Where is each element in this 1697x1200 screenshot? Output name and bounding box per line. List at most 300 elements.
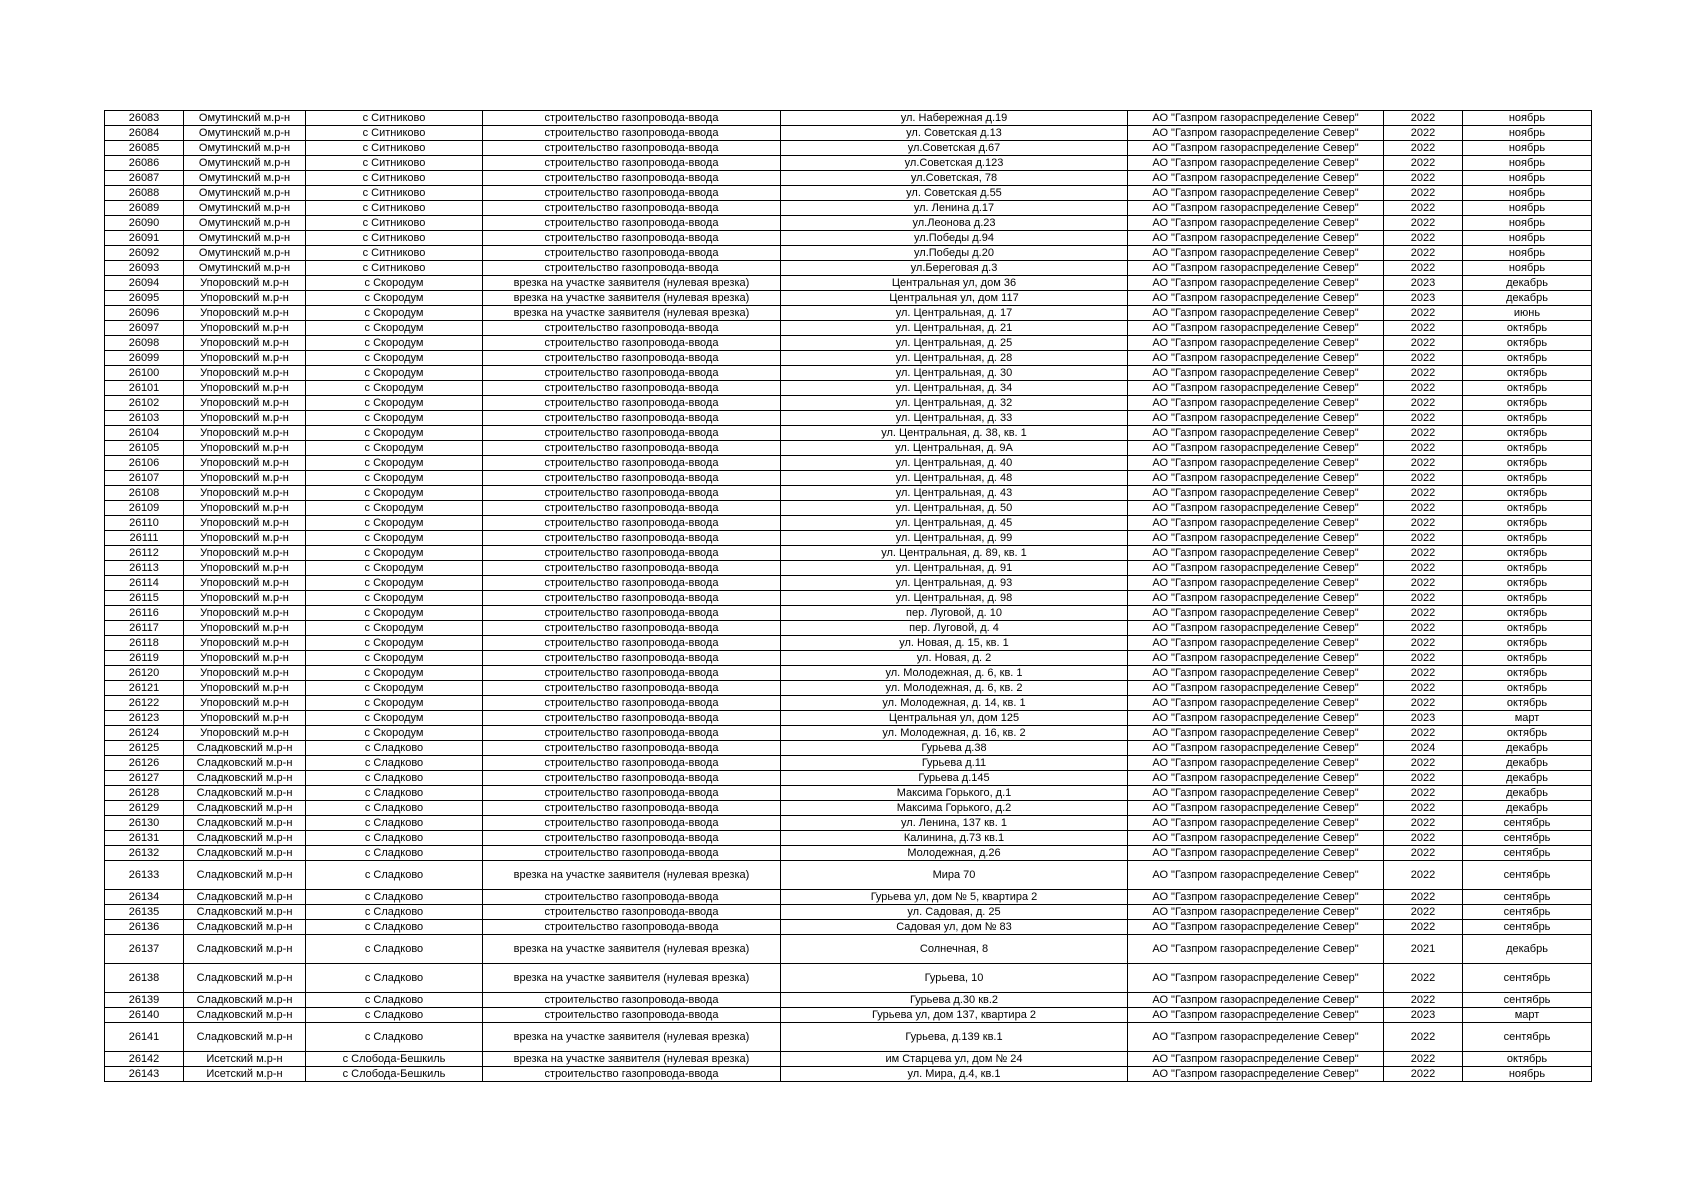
address-cell: ул. Новая, д. 15, кв. 1	[781, 636, 1128, 651]
organization-cell: АО "Газпром газораспределение Север"	[1128, 141, 1384, 156]
year-cell: 2022	[1384, 771, 1463, 786]
settlement-cell: с Скородум	[306, 696, 483, 711]
district-cell: Сладковский м.р-н	[184, 846, 306, 861]
district-cell: Упоровский м.р-н	[184, 606, 306, 621]
row-number-cell: 26128	[105, 786, 184, 801]
year-cell: 2022	[1384, 756, 1463, 771]
address-cell: ул. Набережная д.19	[781, 111, 1128, 126]
month-cell: ноябрь	[1463, 261, 1592, 276]
district-cell: Упоровский м.р-н	[184, 486, 306, 501]
district-cell: Омутинский м.р-н	[184, 201, 306, 216]
address-cell: ул.Победы д.94	[781, 231, 1128, 246]
district-cell: Упоровский м.р-н	[184, 636, 306, 651]
row-number-cell: 26113	[105, 561, 184, 576]
settlement-cell: с Ситниково	[306, 156, 483, 171]
table-row	[105, 276, 1592, 291]
table-row	[105, 1052, 1592, 1067]
district-cell: Упоровский м.р-н	[184, 396, 306, 411]
address-cell: Гурьева, д.139 кв.1	[781, 1023, 1128, 1052]
table-row	[105, 1067, 1592, 1082]
work-type-cell: строительство газопровода-ввода	[483, 156, 781, 171]
settlement-cell: с Скородум	[306, 426, 483, 441]
address-cell: ул. Центральная, д. 9А	[781, 441, 1128, 456]
month-cell: октябрь	[1463, 396, 1592, 411]
district-cell: Упоровский м.р-н	[184, 516, 306, 531]
table-row	[105, 801, 1592, 816]
month-cell: декабрь	[1463, 935, 1592, 964]
month-cell: октябрь	[1463, 531, 1592, 546]
table-row	[105, 501, 1592, 516]
organization-cell: АО "Газпром газораспределение Север"	[1128, 890, 1384, 905]
table-row	[105, 411, 1592, 426]
address-cell: ул. Центральная, д. 50	[781, 501, 1128, 516]
district-cell: Упоровский м.р-н	[184, 531, 306, 546]
table-row	[105, 890, 1592, 905]
address-cell: пер. Луговой, д. 4	[781, 621, 1128, 636]
work-type-cell: строительство газопровода-ввода	[483, 846, 781, 861]
row-number-cell: 26109	[105, 501, 184, 516]
settlement-cell: с Сладково	[306, 771, 483, 786]
month-cell: ноябрь	[1463, 186, 1592, 201]
district-cell: Сладковский м.р-н	[184, 831, 306, 846]
address-cell: ул. Центральная, д. 98	[781, 591, 1128, 606]
district-cell: Сладковский м.р-н	[184, 890, 306, 905]
organization-cell: АО "Газпром газораспределение Север"	[1128, 816, 1384, 831]
month-cell: октябрь	[1463, 1052, 1592, 1067]
work-type-cell: строительство газопровода-ввода	[483, 666, 781, 681]
row-number-cell: 26125	[105, 741, 184, 756]
table-row	[105, 696, 1592, 711]
year-cell: 2022	[1384, 471, 1463, 486]
row-number-cell: 26101	[105, 381, 184, 396]
year-cell: 2022	[1384, 576, 1463, 591]
month-cell: декабрь	[1463, 276, 1592, 291]
organization-cell: АО "Газпром газораспределение Север"	[1128, 351, 1384, 366]
month-cell: октябрь	[1463, 441, 1592, 456]
work-type-cell: строительство газопровода-ввода	[483, 231, 781, 246]
year-cell: 2021	[1384, 935, 1463, 964]
row-number-cell: 26087	[105, 171, 184, 186]
work-type-cell: строительство газопровода-ввода	[483, 621, 781, 636]
table-row	[105, 246, 1592, 261]
row-number-cell: 26136	[105, 920, 184, 935]
settlement-cell: с Сладково	[306, 1023, 483, 1052]
settlement-cell: с Скородум	[306, 441, 483, 456]
year-cell: 2022	[1384, 846, 1463, 861]
settlement-cell: с Скородум	[306, 471, 483, 486]
settlement-cell: с Сладково	[306, 964, 483, 993]
month-cell: октябрь	[1463, 561, 1592, 576]
year-cell: 2022	[1384, 591, 1463, 606]
month-cell: октябрь	[1463, 426, 1592, 441]
month-cell: декабрь	[1463, 291, 1592, 306]
year-cell: 2022	[1384, 141, 1463, 156]
year-cell: 2022	[1384, 531, 1463, 546]
row-number-cell: 26143	[105, 1067, 184, 1082]
district-cell: Сладковский м.р-н	[184, 756, 306, 771]
work-type-cell: строительство газопровода-ввода	[483, 531, 781, 546]
address-cell: ул. Центральная, д. 34	[781, 381, 1128, 396]
address-cell: пер. Луговой, д. 10	[781, 606, 1128, 621]
settlement-cell: с Ситниково	[306, 141, 483, 156]
settlement-cell: с Скородум	[306, 681, 483, 696]
table-row	[105, 171, 1592, 186]
address-cell: Гурьева ул, дом 137, квартира 2	[781, 1008, 1128, 1023]
settlement-cell: с Сладково	[306, 801, 483, 816]
work-type-cell: строительство газопровода-ввода	[483, 786, 781, 801]
table-row	[105, 426, 1592, 441]
address-cell: ул. Центральная, д. 25	[781, 336, 1128, 351]
work-type-cell: строительство газопровода-ввода	[483, 141, 781, 156]
district-cell: Омутинский м.р-н	[184, 111, 306, 126]
year-cell: 2022	[1384, 636, 1463, 651]
district-cell: Упоровский м.р-н	[184, 711, 306, 726]
row-number-cell: 26102	[105, 396, 184, 411]
row-number-cell: 26084	[105, 126, 184, 141]
year-cell: 2022	[1384, 306, 1463, 321]
work-type-cell: врезка на участке заявителя (нулевая врезка)	[483, 935, 781, 964]
table-row	[105, 366, 1592, 381]
row-number-cell: 26135	[105, 905, 184, 920]
settlement-cell: с Ситниково	[306, 216, 483, 231]
row-number-cell: 26123	[105, 711, 184, 726]
settlement-cell: с Ситниково	[306, 111, 483, 126]
work-type-cell: строительство газопровода-ввода	[483, 441, 781, 456]
settlement-cell: с Скородум	[306, 486, 483, 501]
address-cell: Максима Горького, д.2	[781, 801, 1128, 816]
table-row	[105, 261, 1592, 276]
month-cell: октябрь	[1463, 471, 1592, 486]
table-row	[105, 591, 1592, 606]
row-number-cell: 26124	[105, 726, 184, 741]
work-type-cell: строительство газопровода-ввода	[483, 1067, 781, 1082]
month-cell: сентябрь	[1463, 846, 1592, 861]
year-cell: 2022	[1384, 396, 1463, 411]
table-row	[105, 861, 1592, 890]
work-type-cell: строительство газопровода-ввода	[483, 171, 781, 186]
row-number-cell: 26118	[105, 636, 184, 651]
district-cell: Омутинский м.р-н	[184, 156, 306, 171]
table-row	[105, 621, 1592, 636]
row-number-cell: 26085	[105, 141, 184, 156]
district-cell: Омутинский м.р-н	[184, 141, 306, 156]
year-cell: 2023	[1384, 291, 1463, 306]
settlement-cell: с Сладково	[306, 920, 483, 935]
organization-cell: АО "Газпром газораспределение Север"	[1128, 501, 1384, 516]
work-type-cell: строительство газопровода-ввода	[483, 201, 781, 216]
table-row	[105, 920, 1592, 935]
row-number-cell: 26126	[105, 756, 184, 771]
address-cell: ул. Центральная, д. 30	[781, 366, 1128, 381]
work-type-cell: врезка на участке заявителя (нулевая врезка)	[483, 306, 781, 321]
district-cell: Упоровский м.р-н	[184, 321, 306, 336]
table-row	[105, 381, 1592, 396]
month-cell: декабрь	[1463, 741, 1592, 756]
settlement-cell: с Скородум	[306, 666, 483, 681]
organization-cell: АО "Газпром газораспределение Север"	[1128, 741, 1384, 756]
settlement-cell: с Ситниково	[306, 246, 483, 261]
month-cell: октябрь	[1463, 351, 1592, 366]
row-number-cell: 26114	[105, 576, 184, 591]
table-row	[105, 486, 1592, 501]
district-cell: Сладковский м.р-н	[184, 935, 306, 964]
year-cell: 2022	[1384, 801, 1463, 816]
settlement-cell: с Сладково	[306, 831, 483, 846]
district-cell: Исетский м.р-н	[184, 1052, 306, 1067]
table-row	[105, 441, 1592, 456]
month-cell: октябрь	[1463, 651, 1592, 666]
district-cell: Сладковский м.р-н	[184, 993, 306, 1008]
organization-cell: АО "Газпром газораспределение Север"	[1128, 441, 1384, 456]
work-type-cell: врезка на участке заявителя (нулевая врезка)	[483, 291, 781, 306]
month-cell: сентябрь	[1463, 1023, 1592, 1052]
address-cell: Калинина, д.73 кв.1	[781, 831, 1128, 846]
row-number-cell: 26116	[105, 606, 184, 621]
year-cell: 2022	[1384, 666, 1463, 681]
month-cell: ноябрь	[1463, 141, 1592, 156]
table-row	[105, 1008, 1592, 1023]
work-type-cell: строительство газопровода-ввода	[483, 741, 781, 756]
row-number-cell: 26103	[105, 411, 184, 426]
month-cell: ноябрь	[1463, 1067, 1592, 1082]
month-cell: октябрь	[1463, 366, 1592, 381]
year-cell: 2022	[1384, 216, 1463, 231]
organization-cell: АО "Газпром газораспределение Север"	[1128, 786, 1384, 801]
table-body	[105, 111, 1592, 1082]
organization-cell: АО "Газпром газораспределение Север"	[1128, 666, 1384, 681]
district-cell: Упоровский м.р-н	[184, 621, 306, 636]
table-row	[105, 456, 1592, 471]
district-cell: Омутинский м.р-н	[184, 246, 306, 261]
year-cell: 2022	[1384, 681, 1463, 696]
settlement-cell: с Скородум	[306, 411, 483, 426]
row-number-cell: 26120	[105, 666, 184, 681]
organization-cell: АО "Газпром газораспределение Север"	[1128, 216, 1384, 231]
address-cell: Гурьева ул, дом № 5, квартира 2	[781, 890, 1128, 905]
organization-cell: АО "Газпром газораспределение Север"	[1128, 306, 1384, 321]
organization-cell: АО "Газпром газораспределение Север"	[1128, 366, 1384, 381]
settlement-cell: с Скородум	[306, 606, 483, 621]
year-cell: 2022	[1384, 351, 1463, 366]
table-row	[105, 351, 1592, 366]
organization-cell: АО "Газпром газораспределение Север"	[1128, 126, 1384, 141]
address-cell: ул. Центральная, д. 32	[781, 396, 1128, 411]
settlement-cell: с Ситниково	[306, 126, 483, 141]
month-cell: сентябрь	[1463, 890, 1592, 905]
row-number-cell: 26130	[105, 816, 184, 831]
organization-cell: АО "Газпром газораспределение Север"	[1128, 771, 1384, 786]
table-row	[105, 905, 1592, 920]
work-type-cell: строительство газопровода-ввода	[483, 816, 781, 831]
work-type-cell: строительство газопровода-ввода	[483, 396, 781, 411]
address-cell: ул. Центральная, д. 21	[781, 321, 1128, 336]
month-cell: ноябрь	[1463, 111, 1592, 126]
address-cell: ул. Центральная, д. 99	[781, 531, 1128, 546]
address-cell: ул.Советская д.123	[781, 156, 1128, 171]
row-number-cell: 26091	[105, 231, 184, 246]
table-row	[105, 846, 1592, 861]
row-number-cell: 26131	[105, 831, 184, 846]
month-cell: ноябрь	[1463, 156, 1592, 171]
work-type-cell: строительство газопровода-ввода	[483, 606, 781, 621]
row-number-cell: 26111	[105, 531, 184, 546]
year-cell: 2022	[1384, 606, 1463, 621]
table-row	[105, 726, 1592, 741]
organization-cell: АО "Газпром газораспределение Север"	[1128, 861, 1384, 890]
district-cell: Упоровский м.р-н	[184, 381, 306, 396]
year-cell: 2022	[1384, 186, 1463, 201]
address-cell: ул. Новая, д. 2	[781, 651, 1128, 666]
address-cell: ул. Садовая, д. 25	[781, 905, 1128, 920]
work-type-cell: строительство газопровода-ввода	[483, 126, 781, 141]
settlement-cell: с Слобода-Бешкиль	[306, 1052, 483, 1067]
district-cell: Упоровский м.р-н	[184, 471, 306, 486]
district-cell: Упоровский м.р-н	[184, 291, 306, 306]
table-row	[105, 201, 1592, 216]
work-type-cell: строительство газопровода-ввода	[483, 471, 781, 486]
table-row	[105, 636, 1592, 651]
organization-cell: АО "Газпром газораспределение Север"	[1128, 621, 1384, 636]
settlement-cell: с Скородум	[306, 726, 483, 741]
year-cell: 2022	[1384, 486, 1463, 501]
row-number-cell: 26141	[105, 1023, 184, 1052]
row-number-cell: 26110	[105, 516, 184, 531]
year-cell: 2022	[1384, 366, 1463, 381]
month-cell: ноябрь	[1463, 231, 1592, 246]
organization-cell: АО "Газпром газораспределение Север"	[1128, 696, 1384, 711]
organization-cell: АО "Газпром газораспределение Север"	[1128, 156, 1384, 171]
district-cell: Упоровский м.р-н	[184, 441, 306, 456]
year-cell: 2022	[1384, 411, 1463, 426]
district-cell: Сладковский м.р-н	[184, 920, 306, 935]
organization-cell: АО "Газпром газораспределение Север"	[1128, 576, 1384, 591]
row-number-cell: 26129	[105, 801, 184, 816]
year-cell: 2022	[1384, 920, 1463, 935]
row-number-cell: 26083	[105, 111, 184, 126]
work-type-cell: строительство газопровода-ввода	[483, 591, 781, 606]
month-cell: октябрь	[1463, 606, 1592, 621]
month-cell: ноябрь	[1463, 126, 1592, 141]
organization-cell: АО "Газпром газораспределение Север"	[1128, 471, 1384, 486]
settlement-cell: с Ситниково	[306, 186, 483, 201]
organization-cell: АО "Газпром газораспределение Север"	[1128, 905, 1384, 920]
settlement-cell: с Скородум	[306, 291, 483, 306]
address-cell: ул. Центральная, д. 17	[781, 306, 1128, 321]
organization-cell: АО "Газпром газораспределение Север"	[1128, 726, 1384, 741]
address-cell: ул.Леонова д.23	[781, 216, 1128, 231]
month-cell: июнь	[1463, 306, 1592, 321]
organization-cell: АО "Газпром газораспределение Север"	[1128, 964, 1384, 993]
address-cell: ул.Советская д.67	[781, 141, 1128, 156]
table-row	[105, 786, 1592, 801]
table-row	[105, 561, 1592, 576]
year-cell: 2023	[1384, 711, 1463, 726]
table-row	[105, 993, 1592, 1008]
row-number-cell: 26094	[105, 276, 184, 291]
settlement-cell: с Сладково	[306, 861, 483, 890]
district-cell: Сладковский м.р-н	[184, 1023, 306, 1052]
month-cell: ноябрь	[1463, 201, 1592, 216]
month-cell: октябрь	[1463, 321, 1592, 336]
district-cell: Упоровский м.р-н	[184, 681, 306, 696]
organization-cell: АО "Газпром газораспределение Север"	[1128, 681, 1384, 696]
settlement-cell: с Скородум	[306, 531, 483, 546]
table-row	[105, 816, 1592, 831]
district-cell: Омутинский м.р-н	[184, 126, 306, 141]
table-row	[105, 546, 1592, 561]
address-cell: ул.Береговая д.3	[781, 261, 1128, 276]
table-row	[105, 156, 1592, 171]
organization-cell: АО "Газпром газораспределение Север"	[1128, 591, 1384, 606]
work-type-cell: строительство газопровода-ввода	[483, 351, 781, 366]
table-row	[105, 935, 1592, 964]
work-type-cell: строительство газопровода-ввода	[483, 801, 781, 816]
work-type-cell: строительство газопровода-ввода	[483, 501, 781, 516]
organization-cell: АО "Газпром газораспределение Север"	[1128, 1067, 1384, 1082]
organization-cell: АО "Газпром газораспределение Север"	[1128, 1023, 1384, 1052]
settlement-cell: с Скородум	[306, 651, 483, 666]
address-cell: ул. Мира, д.4, кв.1	[781, 1067, 1128, 1082]
organization-cell: АО "Газпром газораспределение Север"	[1128, 201, 1384, 216]
settlement-cell: с Ситниково	[306, 171, 483, 186]
row-number-cell: 26115	[105, 591, 184, 606]
month-cell: март	[1463, 1008, 1592, 1023]
settlement-cell: с Сладково	[306, 1008, 483, 1023]
organization-cell: АО "Газпром газораспределение Север"	[1128, 606, 1384, 621]
address-cell: Центральная ул, дом 125	[781, 711, 1128, 726]
table-row	[105, 231, 1592, 246]
district-cell: Сладковский м.р-н	[184, 801, 306, 816]
year-cell: 2022	[1384, 456, 1463, 471]
organization-cell: АО "Газпром газораспределение Север"	[1128, 321, 1384, 336]
organization-cell: АО "Газпром газораспределение Север"	[1128, 651, 1384, 666]
district-cell: Упоровский м.р-н	[184, 456, 306, 471]
work-type-cell: строительство газопровода-ввода	[483, 426, 781, 441]
month-cell: октябрь	[1463, 726, 1592, 741]
work-type-cell: строительство газопровода-ввода	[483, 920, 781, 935]
work-type-cell: врезка на участке заявителя (нулевая врезка)	[483, 964, 781, 993]
row-number-cell: 26093	[105, 261, 184, 276]
month-cell: декабрь	[1463, 771, 1592, 786]
settlement-cell: с Скородум	[306, 336, 483, 351]
district-cell: Омутинский м.р-н	[184, 171, 306, 186]
table-row	[105, 291, 1592, 306]
work-type-cell: врезка на участке заявителя (нулевая врезка)	[483, 1052, 781, 1067]
settlement-cell: с Скородум	[306, 366, 483, 381]
organization-cell: АО "Газпром газораспределение Север"	[1128, 561, 1384, 576]
district-cell: Сладковский м.р-н	[184, 964, 306, 993]
settlement-cell: с Ситниково	[306, 261, 483, 276]
month-cell: ноябрь	[1463, 171, 1592, 186]
month-cell: октябрь	[1463, 501, 1592, 516]
row-number-cell: 26095	[105, 291, 184, 306]
row-number-cell: 26092	[105, 246, 184, 261]
organization-cell: АО "Газпром газораспределение Север"	[1128, 111, 1384, 126]
month-cell: ноябрь	[1463, 216, 1592, 231]
row-number-cell: 26134	[105, 890, 184, 905]
settlement-cell: с Скородум	[306, 621, 483, 636]
organization-cell: АО "Газпром газораспределение Север"	[1128, 920, 1384, 935]
year-cell: 2022	[1384, 336, 1463, 351]
year-cell: 2022	[1384, 726, 1463, 741]
year-cell: 2023	[1384, 276, 1463, 291]
year-cell: 2022	[1384, 993, 1463, 1008]
table-row	[105, 216, 1592, 231]
settlement-cell: с Скородум	[306, 276, 483, 291]
month-cell: октябрь	[1463, 336, 1592, 351]
month-cell: декабрь	[1463, 756, 1592, 771]
row-number-cell: 26119	[105, 651, 184, 666]
